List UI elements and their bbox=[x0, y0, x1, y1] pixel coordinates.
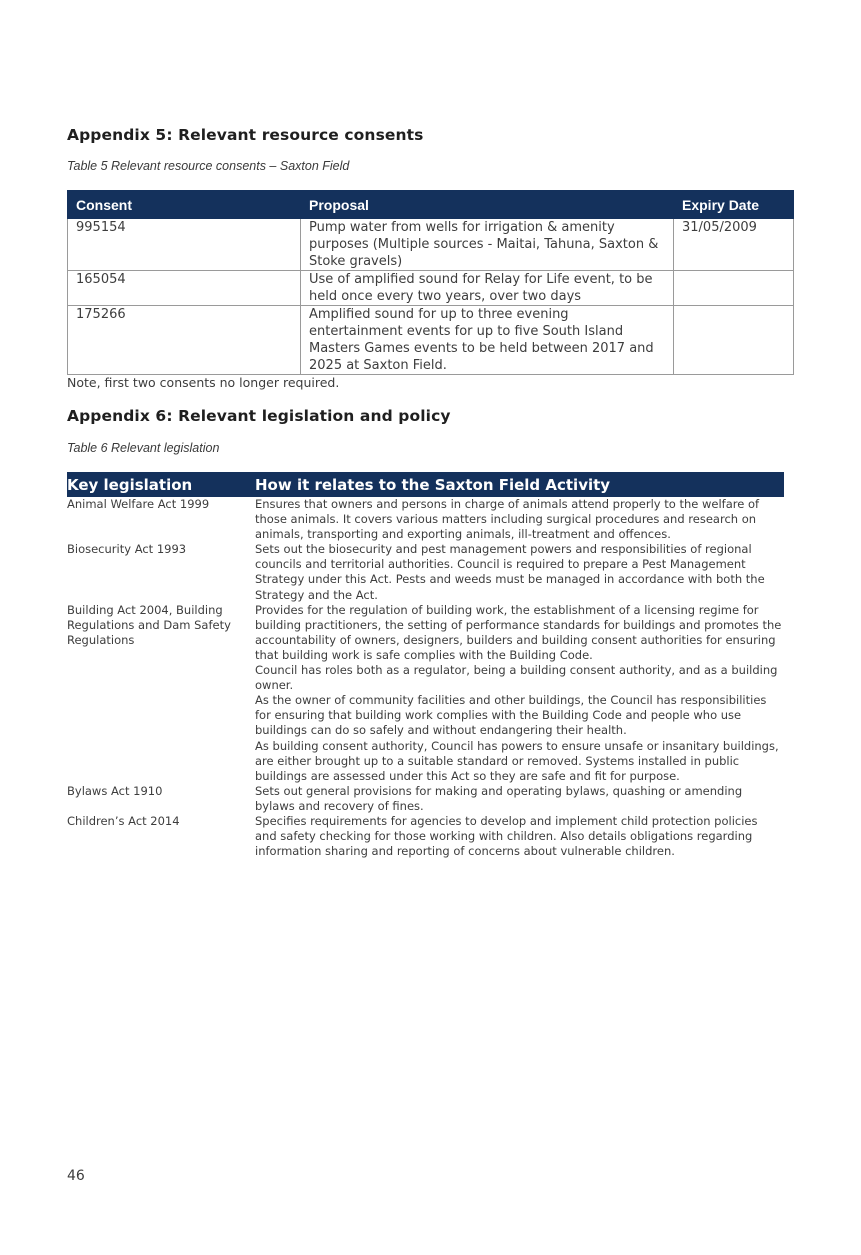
description-paragraph: Provides for the regulation of building work, the establishment of a licensing regime for building practitioners, the setting of performance standards for buildings and promotes the accountability of owners, designers, builders and building consent authorities for ensuring that building work is safe complies with the Building Code. bbox=[255, 602, 782, 662]
table-row bbox=[68, 306, 794, 375]
legislation-name: Children’s Act 2014 bbox=[67, 813, 180, 828]
legislation-description bbox=[253, 784, 784, 814]
appendix5-heading: Appendix 5: Relevant resource consents bbox=[67, 126, 424, 144]
legislation-description bbox=[253, 603, 784, 784]
description-paragraph: As building consent authority, Council has powers to ensure unsafe or insanitary buildings, are either brought up to a suitable standard or removed. Systems installed in public buildings are assessed under this Act so they are safe and fit for purpose. bbox=[255, 738, 779, 783]
column-header: Key legislation bbox=[67, 472, 253, 497]
consent-cell: 995154 bbox=[68, 219, 301, 271]
proposal-cell: Use of amplified sound for Relay for Life event, to be held once every two years, over two days bbox=[301, 271, 674, 306]
expiry-cell bbox=[674, 271, 794, 306]
legislation-name: Biosecurity Act 1993 bbox=[67, 542, 187, 557]
column-header: Consent bbox=[68, 191, 301, 219]
appendix6-heading: Appendix 6: Relevant legislation and policy bbox=[67, 407, 451, 425]
proposal-cell: Amplified sound for up to three evening entertainment events for up to five South Island Masters Games events to be held between 2017 and 2025 at Saxton Field. bbox=[301, 306, 674, 375]
legislation-description bbox=[253, 814, 784, 859]
resource-consents-table bbox=[67, 190, 794, 375]
expiry-cell bbox=[674, 306, 794, 375]
legislation-name: Animal Welfare Act 1999 bbox=[67, 497, 210, 511]
table-row bbox=[68, 271, 794, 306]
column-header: How it relates to the Saxton Field Activity bbox=[253, 472, 784, 497]
legislation-name: Building Act 2004, Building Regulations and Dam Safety Regulations bbox=[67, 602, 231, 647]
consent-cell: 165054 bbox=[68, 271, 301, 306]
description-paragraph: Sets out the biosecurity and pest management powers and responsibilities of regional councils and territorial authorities. Council is required to prepare a Pest Management Strategy under this Act. Pests and weeds must be managed in accordance with both the Strategy and the Act. bbox=[255, 542, 765, 602]
proposal-cell: Pump water from wells for irrigation & amenity purposes (Multiple sources - Maitai, Tahuna, Saxton & Stoke gravels) bbox=[301, 219, 674, 271]
table-row bbox=[67, 497, 784, 542]
expiry-cell: 31/05/2009 bbox=[674, 219, 794, 271]
table5-caption: Table 5 Relevant resource consents – Saxton Field bbox=[67, 159, 350, 173]
consent-cell: 175266 bbox=[68, 306, 301, 375]
table-row bbox=[67, 814, 784, 859]
description-paragraph: Sets out general provisions for making and operating bylaws, quashing or amending bylaws and recovery of fines. bbox=[255, 783, 743, 813]
table5-note: Note, first two consents no longer required. bbox=[67, 375, 340, 390]
table6-caption: Table 6 Relevant legislation bbox=[67, 441, 220, 455]
legislation-description bbox=[253, 497, 784, 542]
table-row bbox=[68, 219, 794, 271]
description-paragraph: Ensures that owners and persons in charge of animals attend properly to the welfare of those animals. It covers various matters including surgical procedures and research on animals, transporting and exporting animals, ill-treatment and offences. bbox=[255, 497, 760, 542]
table-header-row bbox=[67, 472, 784, 497]
page-number: 46 bbox=[67, 1168, 85, 1184]
column-header: Expiry Date bbox=[674, 191, 794, 219]
legislation-table bbox=[67, 472, 784, 859]
description-paragraph: Council has roles both as a regulator, being a building consent authority, and as a building owner. bbox=[255, 663, 778, 693]
legislation-description bbox=[253, 542, 784, 602]
description-paragraph: Specifies requirements for agencies to develop and implement child protection policies and safety checking for those working with children. Also details obligations regarding information sharing and reporting of concerns about vulnerable children. bbox=[255, 813, 758, 859]
table-row bbox=[67, 542, 784, 602]
legislation-name: Bylaws Act 1910 bbox=[67, 783, 163, 798]
description-paragraph: As the owner of community facilities and other buildings, the Council has responsibilities for ensuring that building work complies with the Building Code and people who use buildings can do so safely and without endangering their health. bbox=[255, 693, 767, 738]
column-header: Proposal bbox=[301, 191, 674, 219]
table-header-row bbox=[68, 191, 794, 219]
table-row bbox=[67, 784, 784, 814]
table-row bbox=[67, 603, 784, 784]
